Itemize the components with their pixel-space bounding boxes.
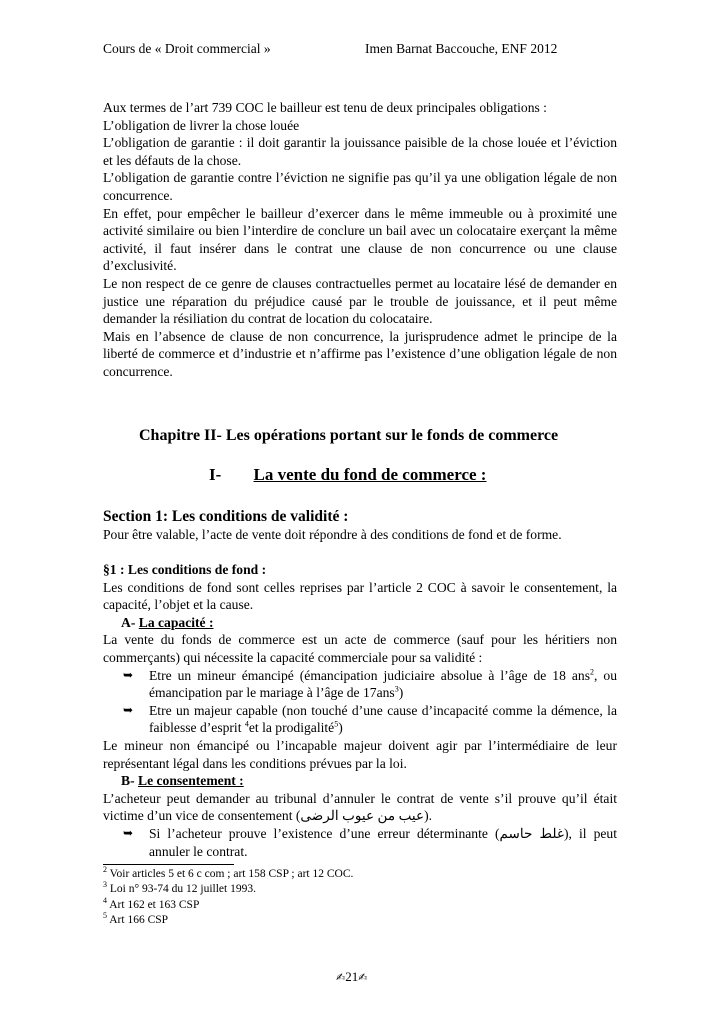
part-number: I- [209, 465, 222, 484]
arabic-term: عيب من عيوب الرضى [300, 808, 425, 824]
header-author: Imen Barnat Baccouche, ENF 2012 [365, 41, 558, 56]
footnote-ref-4: 4 [244, 719, 249, 729]
writing-hand-left-icon: ✍ [336, 971, 346, 984]
chapter-title: Chapitre II- Les opérations portant sur le fonds de commerce [139, 427, 559, 444]
capacite-bullet-2: ➥ Etre un majeur capable (non touché d’une cause d’incapacité comme la démence, la faiblesse d’esprit $^4$et la prodigalité$^5$) [123, 702, 617, 736]
footnote: $^5$ Art 166 CSP [103, 911, 169, 926]
section1-title: Section 1: Les conditions de validité : [103, 508, 349, 525]
capacite-letter: A- [121, 614, 136, 630]
capacite-heading [103, 614, 617, 632]
page-header [103, 41, 617, 57]
intro-p2: L’obligation de livrer la chose louée [103, 117, 300, 133]
intro-p7: Mais en l’absence de clause de non concurrence, la jurisprudence admet le principe de la liberté de commerce et d’industrie et n’affirme pas l’existence d’une obligation légale de non concurrence. [103, 328, 617, 379]
section1-intro: Pour être valable, l’acte de vente doit répondre à des conditions de fond et de forme. [103, 526, 562, 542]
para1-title: §1 : Les conditions de fond : [103, 562, 267, 577]
capacite-text: La vente du fonds de commerce est un acte de commerce (sauf pour les héritiers non commerçants) qui nécessite la capacité commerciale pour sa validité : [103, 632, 617, 665]
footnotes [103, 867, 353, 928]
intro-block [103, 99, 617, 381]
capacite-bullet-1: ➥ Etre un mineur émancipé (émancipation judiciaire absolue à l’âge de 18 ans$^2$, ou émancipation par le mariage à l’âge de 17ans$^3$) [123, 667, 617, 701]
intro-p4: L’obligation de garantie contre l’éviction ne signifie pas qu’il ya une obligation légale de non concurrence. [103, 170, 617, 203]
consentement-bullet-1: ➥ Si l’acheteur prouve l’existence d’une erreur déterminante (غلط حاسم), il peut annuler le contrat. [123, 825, 617, 859]
intro-p3: L’obligation de garantie : il doit garantir la jouissance paisible de la chose louée et l’éviction et les défauts de la chose. [103, 135, 617, 168]
intro-p6: Le non respect de ce genre de clauses contractuelles permet au locataire lésé de demander en justice une réparation du préjudice causé par le trouble de jouissance, et il peut même demander la résiliation du contrat de location du colocataire. [103, 275, 617, 327]
consentement-letter: B- [121, 773, 135, 789]
footnote: $^4$ Art 162 et 163 CSP [103, 895, 200, 911]
capacite-text-2: Le mineur non émancipé ou l’incapable majeur doivent agir par l’intermédiaire de leur représentant légal dans les conditions prévues par la loi. [103, 737, 617, 771]
intro-p5: En effet, pour empêcher le bailleur d’exercer dans le même immeuble ou à proximité une activité similaire ou bien l’interdire de conclure un bail avec un colocataire exerçant la même activité, il faut insérer dans le contrat une clause de non concurrence ou une clause d’exclusivité. [103, 205, 617, 274]
arrow-bullet-icon: ➥ [123, 825, 134, 840]
writing-hand-right-icon: ✍ [358, 971, 368, 984]
section1-block [103, 508, 617, 543]
consentement-heading [103, 772, 617, 790]
intro-p1: Aux termes de l’art 739 COC le bailleur est tenu de deux principales obligations : [103, 100, 547, 115]
footnote-ref-3: 3 [394, 684, 399, 694]
consentement-text: L’acheteur peut demander au tribunal d’annuler le contrat de vente s’il prouve qu’il était victime d’un vice de consentement (عيب من عيوب الرضى). [103, 790, 617, 824]
para1-text: Les conditions de fond sont celles reprises par l’article 2 COC à savoir le consentement, la capacité, l’objet et la cause. [103, 579, 617, 613]
page-number: ✍21✍ [336, 969, 368, 984]
header-course: Cours de « Droit commercial » [103, 41, 271, 56]
footnote-divider [103, 864, 234, 865]
footnote: $^3$ Loi n° 93-74 du 12 juillet 1993. [103, 880, 256, 896]
part-heading [209, 465, 486, 485]
arabic-term: غلط حاسم [499, 825, 565, 841]
part-title: La vente du fond de commerce : [253, 465, 487, 484]
footnote: $^2$ Voir articles 5 et 6 c com ; art 158 CSP ; art 12 COC. [103, 865, 354, 880]
arrow-bullet-icon: ➥ [123, 702, 134, 717]
arrow-bullet-icon: ➥ [123, 667, 134, 682]
consentement-title: Le consentement : [138, 773, 244, 789]
capacite-title: La capacité : [138, 614, 214, 630]
fond-block [103, 561, 617, 860]
footnote-ref-2: 2 [590, 667, 595, 677]
footnote-ref-5: 5 [334, 719, 339, 729]
